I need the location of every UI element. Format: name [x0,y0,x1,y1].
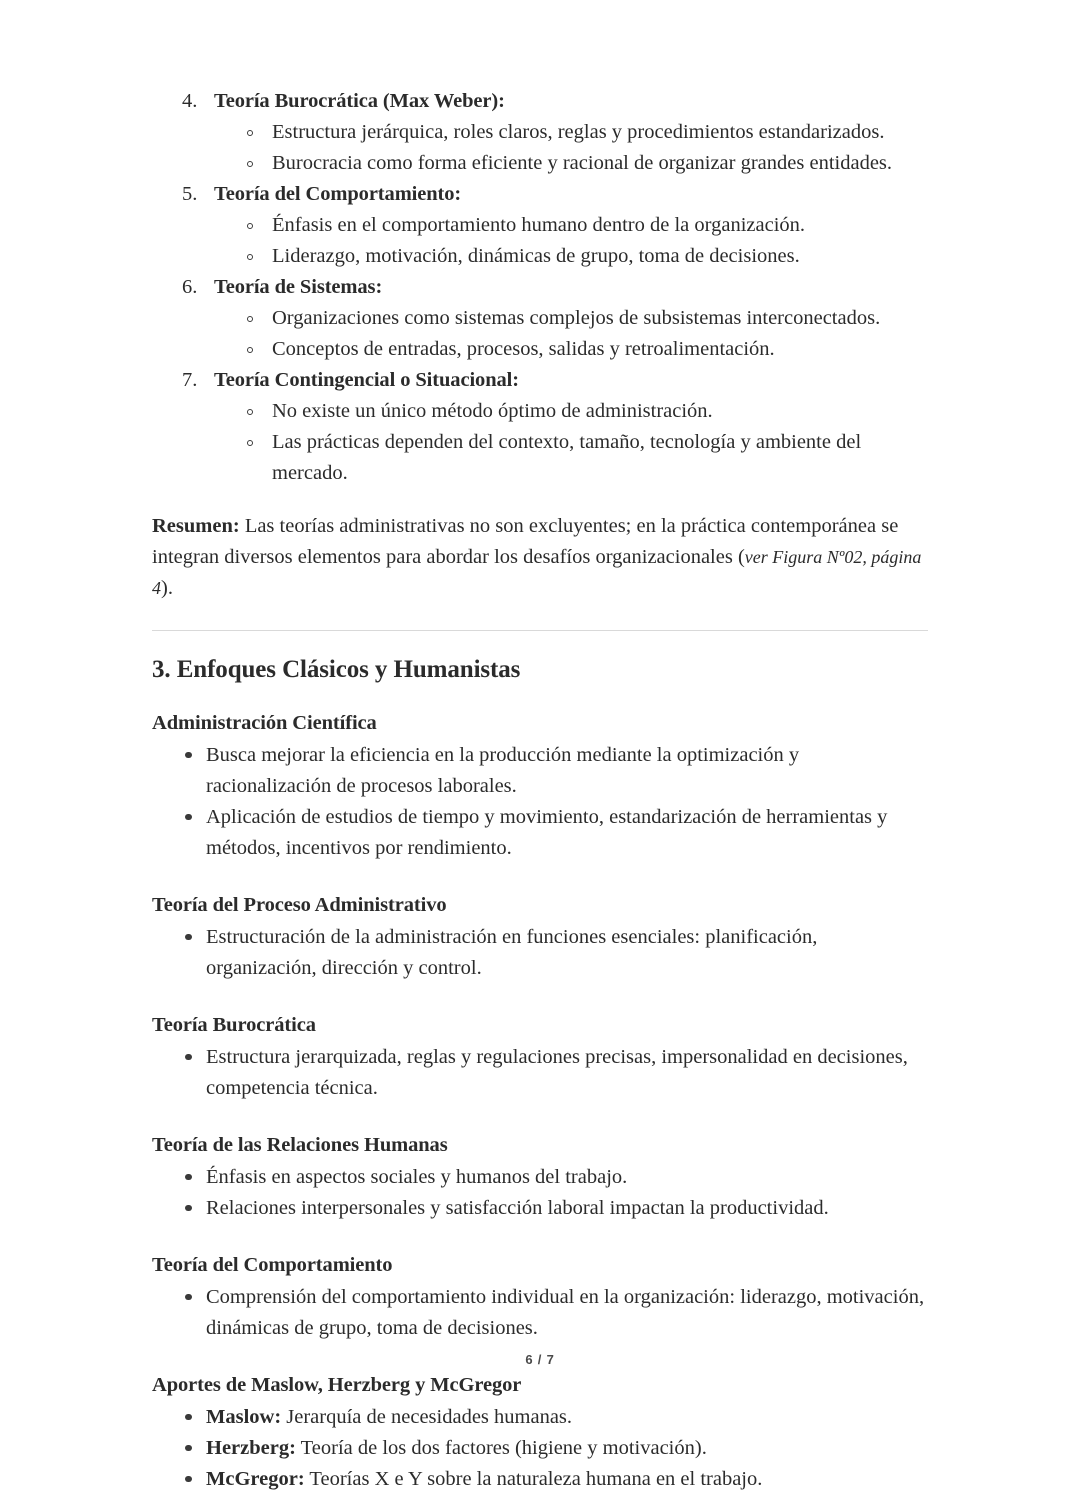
bullet-item [152,1433,928,1464]
bullet-item [152,922,928,984]
sub-heading: Aportes de Maslow, Herzberg y McGregor [152,1373,522,1396]
bullet-item [152,1282,928,1344]
theory-sub-item: Organizaciones como sistemas complejos de subsistemas interconectados. [214,303,928,334]
bullet-item-text: Jerarquía de necesidades humanas. [281,1405,573,1428]
theory-sub-item: Burocracia como forma eficiente y racional de organizar grandes entidades. [214,148,928,179]
bullet-item-text: Relaciones interpersonales y satisfacción laboral impactan la productividad. [206,1196,829,1219]
theory-list-item [152,86,928,179]
page-footer: 6 / 7 [525,1352,555,1367]
bullet-item-text: Teoría de los dos factores (higiene y motivación). [295,1436,707,1459]
bullet-item-lead: McGregor: [206,1467,305,1490]
section-block [152,708,928,864]
bullet-list [152,1282,928,1344]
theory-number: 7. [182,369,198,391]
bullet-item-text: Comprensión del comportamiento individual en la organización: liderazgo, motivación, dinámicas de grupo, toma de decisiones. [206,1285,925,1339]
theory-number: 6. [182,276,198,298]
theory-sub-item: Las prácticas dependen del contexto, tamaño, tecnología y ambiente del mercado. [214,427,928,489]
theory-title: Teoría Contingencial o Situacional: [214,369,519,391]
theory-sub-list [214,303,928,365]
bullet-item-text: Teorías X e Y sobre la naturaleza humana en el trabajo. [304,1467,763,1490]
section-block [152,1130,928,1224]
bullet-item-text: Énfasis en aspectos sociales y humanos del trabajo. [206,1165,628,1188]
theory-list-item [152,272,928,365]
section-title: 3. Enfoques Clásicos y Humanistas [152,656,521,683]
theory-list-item [152,179,928,272]
resumen-text: Las teorías administrativas no son excluyentes; en la práctica contemporánea se integran diversos elementos para abordar los desafíos organizacionales ( [152,515,899,568]
section-block [152,1010,928,1104]
bullet-item [152,740,928,802]
bullet-list [152,1162,928,1224]
section-block [152,890,928,984]
section-divider [152,630,928,631]
bullet-item [152,802,928,864]
sub-heading: Teoría de las Relaciones Humanas [152,1133,448,1156]
theory-list-item [152,365,928,489]
bullet-item [152,1193,928,1224]
theory-sub-item: Énfasis en el comportamiento humano dentro de la organización. [214,210,928,241]
theory-title: Teoría de Sistemas: [214,276,383,298]
bullet-item-text: Estructuración de la administración en funciones esenciales: planificación, organización, dirección y control. [206,925,818,979]
bullet-list [152,1402,928,1495]
document-content [152,86,928,1495]
bullet-list [152,1042,928,1104]
theory-sub-list [214,117,928,179]
bullet-item-text: Busca mejorar la eficiencia en la producción mediante la optimización y racionalización de procesos laborales. [206,743,800,797]
section-blocks [152,708,928,1495]
theory-sub-list [214,396,928,489]
bullet-list [152,922,928,984]
bullet-list [152,740,928,864]
sub-heading: Teoría Burocrática [152,1013,316,1036]
theory-sub-item: Estructura jerárquica, roles claros, reglas y procedimientos estandarizados. [214,117,928,148]
theory-number: 4. [182,90,198,112]
theory-title: Teoría Burocrática (Max Weber): [214,90,505,112]
theory-sub-item: Liderazgo, motivación, dinámicas de grupo, toma de decisiones. [214,241,928,272]
theory-title: Teoría del Comportamiento: [214,183,462,205]
bullet-item-text: Estructura jerarquizada, reglas y regulaciones precisas, impersonalidad en decisiones, competencia técnica. [206,1045,908,1099]
bullet-item [152,1162,928,1193]
section-block [152,1250,928,1344]
figure-reference: ver Figura Nº02, página 4 [152,547,922,598]
sub-heading: Teoría del Proceso Administrativo [152,893,447,916]
section-block [152,1370,928,1495]
theory-sub-item: Conceptos de entradas, procesos, salidas y retroalimentación. [214,334,928,365]
theory-number: 5. [182,183,198,205]
theory-sub-item: No existe un único método óptimo de administración. [214,396,928,427]
resumen-label: Resumen: [152,515,240,537]
numbered-theory-list [152,86,928,489]
bullet-item [152,1464,928,1495]
bullet-item [152,1042,928,1104]
sub-heading: Teoría del Comportamiento [152,1253,393,1276]
bullet-item-lead: Herzberg: [206,1436,296,1459]
resumen-text-end: ). [161,577,173,599]
theory-sub-list [214,210,928,272]
bullet-item-text: Aplicación de estudios de tiempo y movimiento, estandarización de herramientas y métodos, incentivos por rendimiento. [206,805,888,859]
bullet-item-lead: Maslow: [206,1405,282,1428]
resumen-paragraph [152,511,928,604]
bullet-item [152,1402,928,1433]
sub-heading: Administración Científica [152,711,377,734]
